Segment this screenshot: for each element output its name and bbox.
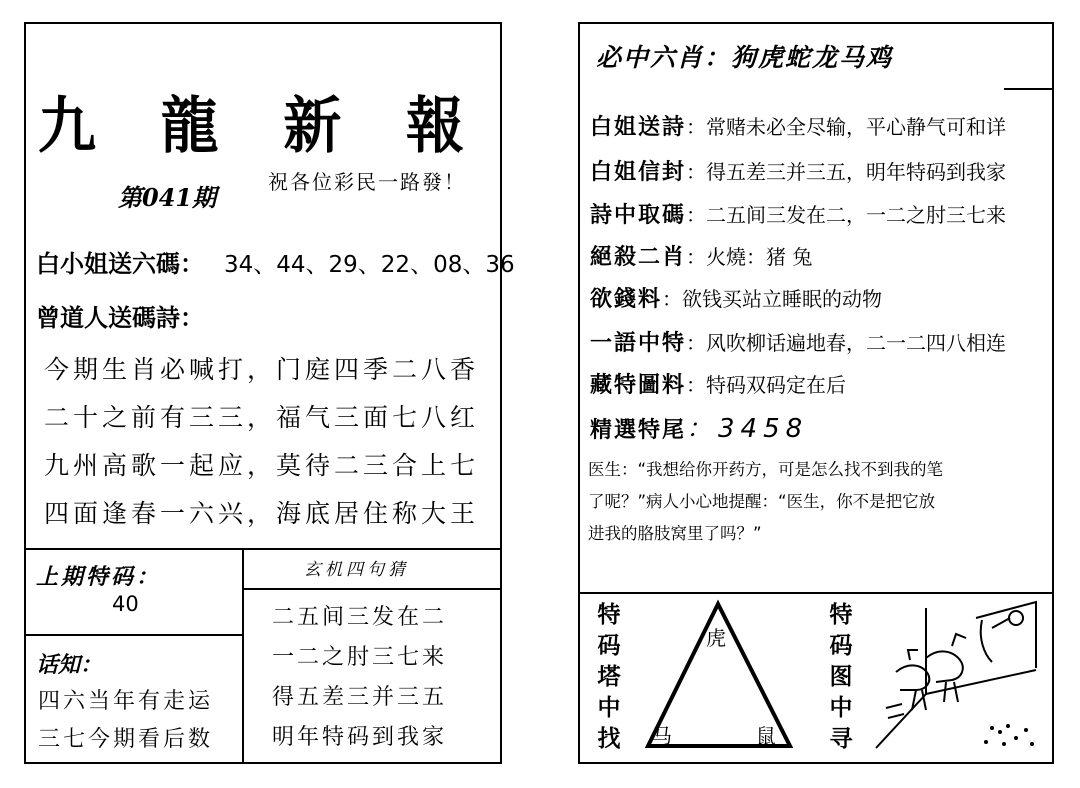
- picture-label: 特 码 图 中 寻: [829, 602, 853, 752]
- joke-line: 进我的胳肢窝里了吗？”: [588, 524, 762, 543]
- poem-label: 曾道人送碼詩：: [36, 304, 204, 332]
- hint-divider: [24, 634, 244, 636]
- riddle-title-divider: [242, 588, 502, 590]
- issue-number: 第041期: [118, 183, 217, 212]
- row-text: ：欲钱买站立睡眠的动物: [662, 287, 883, 311]
- poem-line: 四面逢春一六兴，海底居住称大王: [44, 499, 480, 528]
- row-text: ：3458: [686, 414, 809, 444]
- riddle-line: 得五差三并三五: [272, 685, 448, 710]
- triangle-top-zodiac: 虎: [706, 626, 726, 650]
- info-row: [590, 240, 812, 271]
- poem-line: 今期生肖必喊打，门庭四季二八香: [44, 355, 480, 384]
- six-codes-label: 白小姐送六碼：: [36, 250, 204, 278]
- info-row: [590, 110, 1006, 141]
- row-text: ：常赌未必全尽输，平心静气可和详: [686, 115, 1007, 139]
- joke-line: 医生：“我想给你开药方，可是怎么找不到我的笔: [588, 460, 944, 479]
- row-text: ：二五间三发在二，一二之肘三七来: [686, 203, 1007, 227]
- row-label: 一語中特: [590, 331, 687, 356]
- info-row: [590, 408, 808, 445]
- poem-line: 九州高歌一起应，莫待二三合上七: [44, 451, 480, 480]
- row-label: 欲錢料: [590, 287, 663, 312]
- column-divider: [242, 548, 244, 764]
- row-label: 白姐信封: [590, 160, 687, 185]
- riddle-line: 一二之肘三七来: [272, 645, 448, 670]
- row-label: 精選特尾: [590, 418, 687, 443]
- hint-line: 三七今期看后数: [38, 727, 214, 752]
- row-text: ：特码双码定在后: [686, 373, 847, 397]
- title-char-1: 九: [38, 89, 101, 162]
- row-text: ：火燒：猪 兔: [686, 245, 813, 269]
- title-char-3: 新: [283, 89, 346, 162]
- title-char-2: 龍: [160, 89, 223, 162]
- newspaper-title: [38, 78, 468, 162]
- row-label: 詩中取碼: [590, 203, 687, 228]
- last-code-value: 40: [112, 592, 139, 616]
- header-underline: [1004, 88, 1054, 90]
- greeting-text: 祝各位彩民一路發！: [268, 170, 466, 194]
- triangle-left-zodiac: 马: [652, 724, 672, 748]
- tower-label: 特 码 塔 中 找: [597, 602, 621, 752]
- riddle-title: 玄机四句猜: [304, 560, 409, 580]
- title-char-4: 報: [405, 89, 468, 162]
- row-label: 藏特圖料: [590, 373, 687, 398]
- riddle-line: 二五间三发在二: [272, 605, 448, 630]
- bottom-section-divider: [578, 592, 1054, 594]
- row-text: ：得五差三并三五，明年特码到我家: [686, 160, 1007, 184]
- six-zodiac-header: 必中六肖：狗虎蛇龙马鸡: [596, 43, 894, 72]
- hint-label: 话知：: [36, 653, 103, 678]
- puzzle-illustration: [866, 598, 1050, 756]
- row-text: ：风吹柳话遍地春，二一二四八相连: [686, 331, 1007, 355]
- info-row: [590, 282, 882, 313]
- riddle-line: 明年特码到我家: [272, 725, 448, 750]
- info-row: [590, 198, 1006, 229]
- row-label: 絕殺二肖: [590, 245, 687, 270]
- six-codes-value: 34、44、29、22、08、36: [224, 252, 515, 278]
- row-label: 白姐送詩: [590, 115, 687, 140]
- section-divider: [24, 548, 502, 550]
- last-code-label: 上期特码：: [36, 565, 162, 590]
- info-row: [590, 326, 1006, 357]
- triangle-right-zodiac: 鼠: [756, 724, 776, 748]
- hint-line: 四六当年有走运: [38, 689, 214, 714]
- info-row: [590, 368, 846, 399]
- info-row: [590, 155, 1006, 186]
- poem-line: 二十之前有三三，福气三面七八红: [44, 403, 480, 432]
- joke-line: 了呢？”病人小心地提醒：“医生，你不是把它放: [588, 492, 936, 511]
